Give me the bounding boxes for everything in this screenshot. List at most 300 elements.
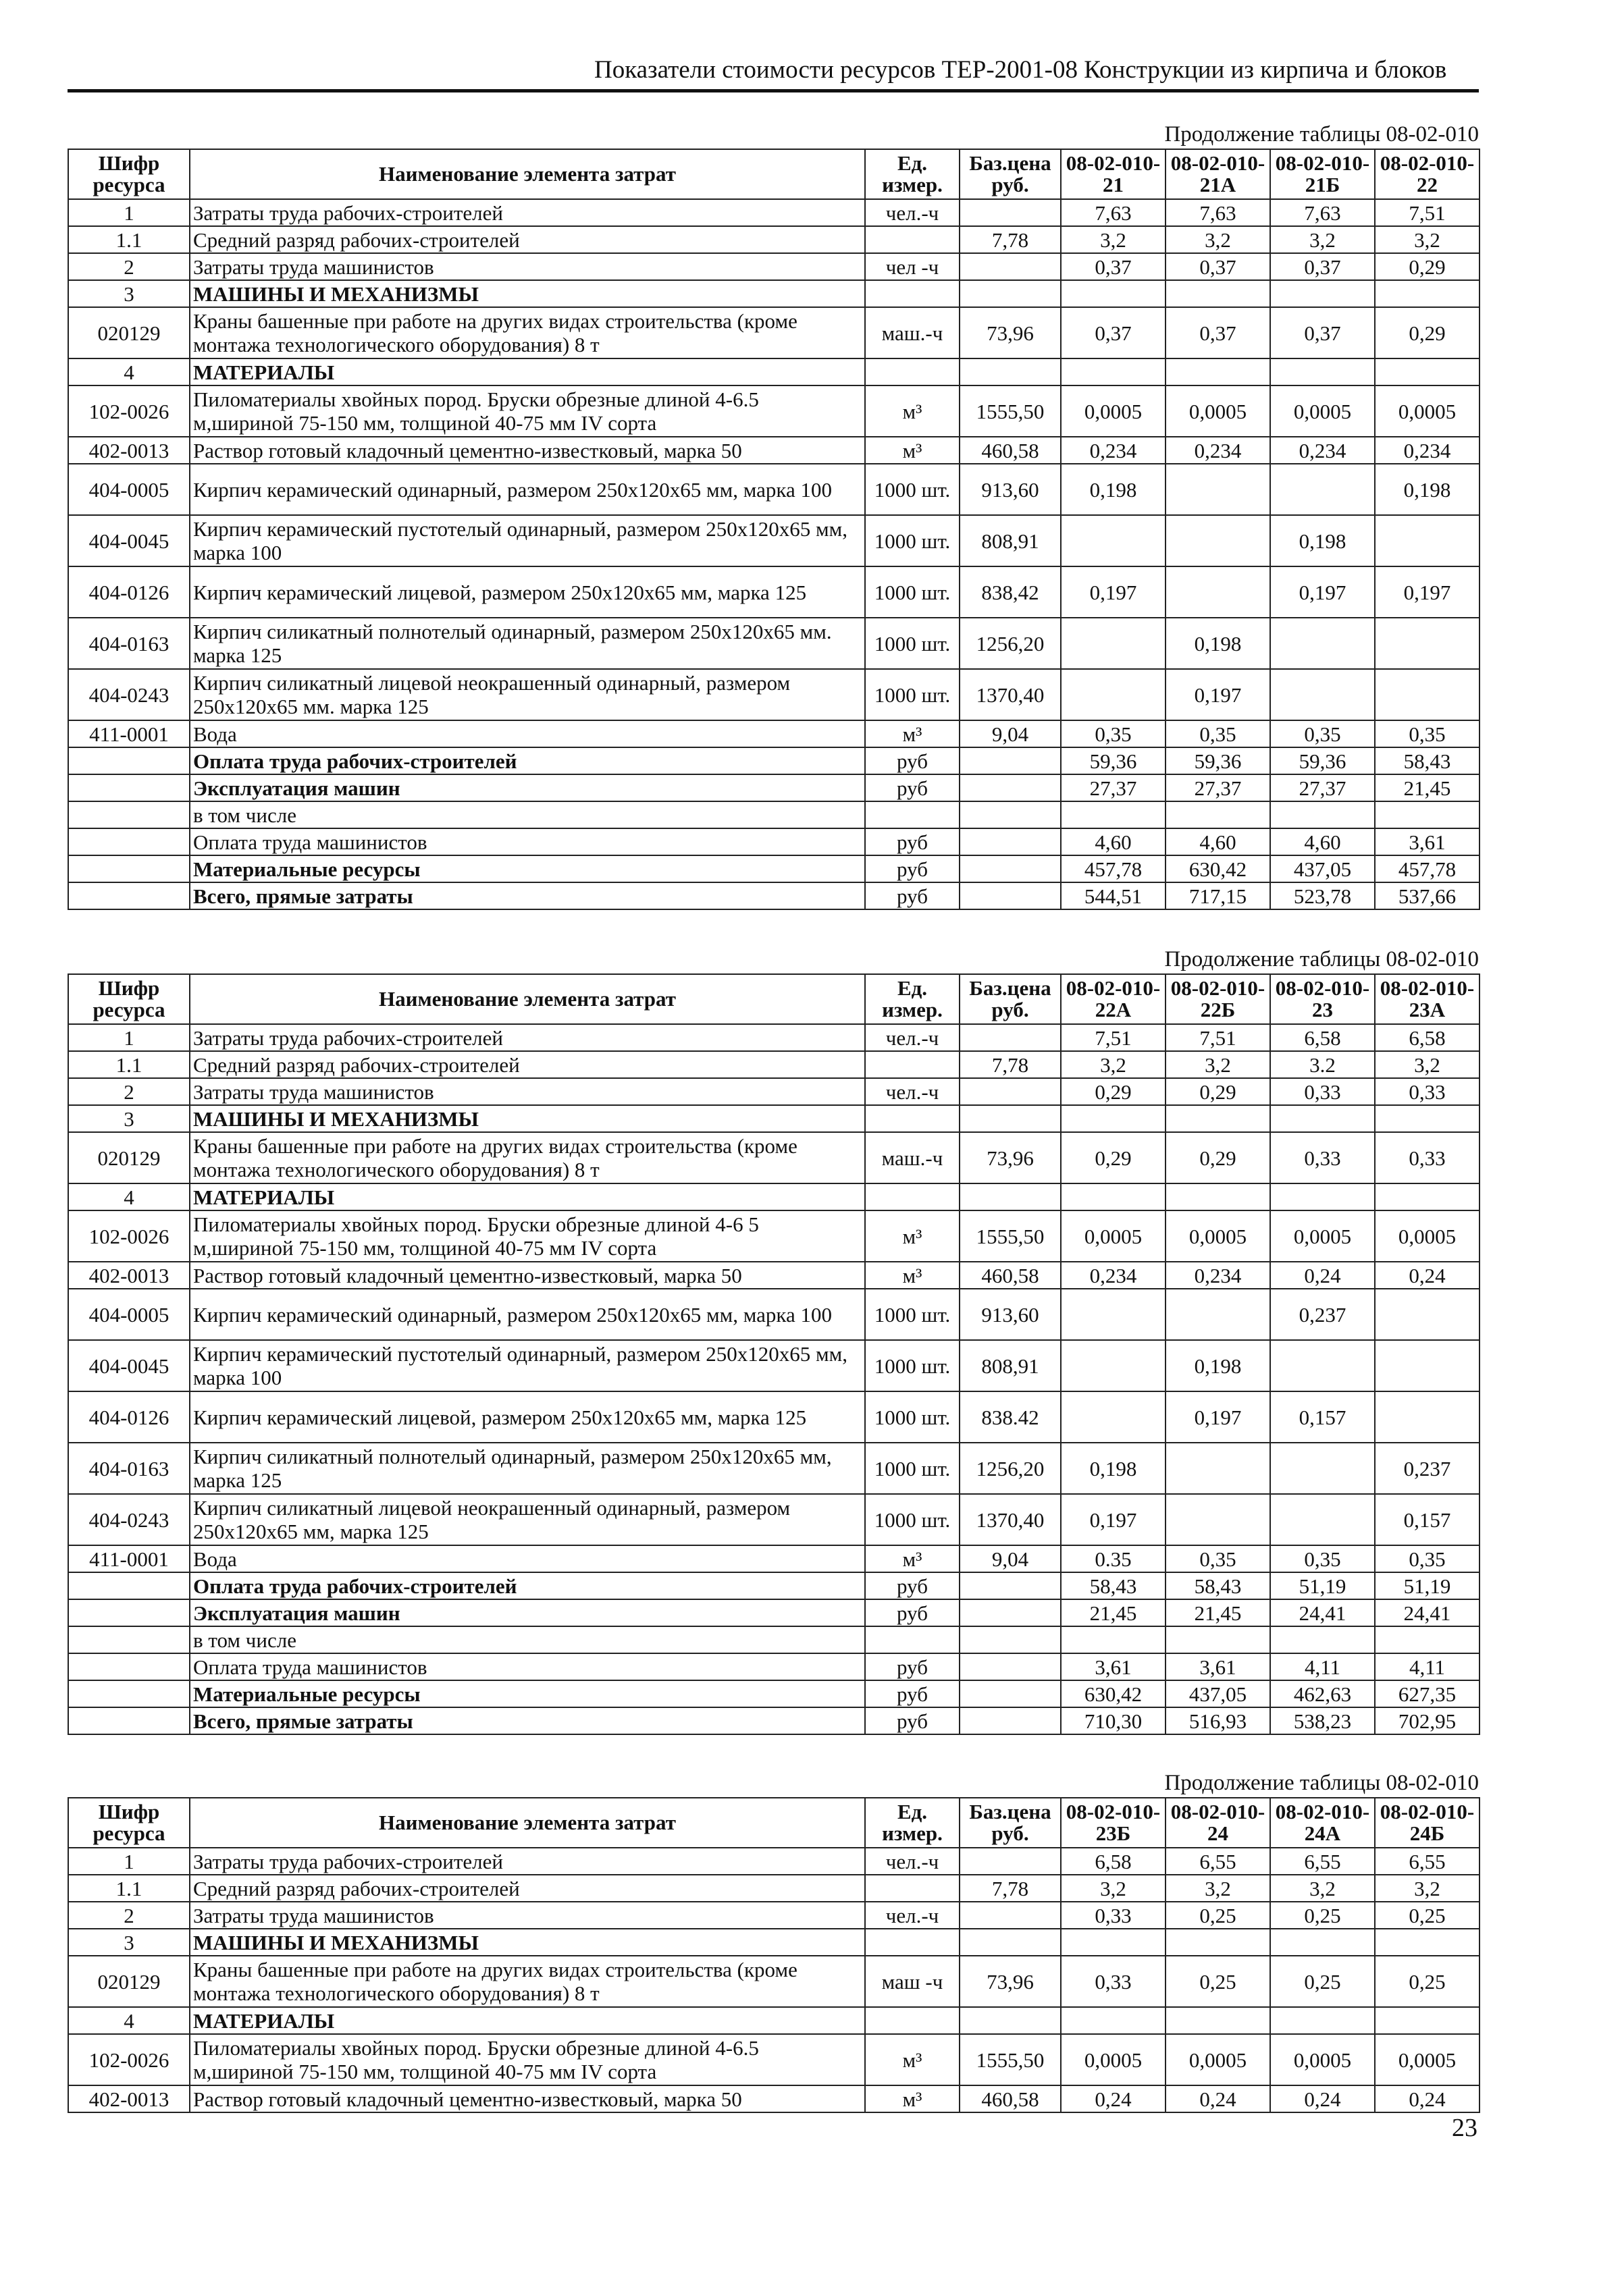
table-row [68, 1105, 1480, 1132]
value-cell: 0,29 [1061, 1132, 1166, 1183]
value-cell: 0,37 [1166, 307, 1270, 358]
value-cell: 3,2 [1061, 1051, 1166, 1078]
value-cell [1166, 2007, 1270, 2034]
unit-cell [865, 280, 960, 307]
cost-element-name-cell: МАШИНЫ И МЕХАНИЗМЫ [190, 1105, 865, 1132]
cost-element-name-cell: Раствор готовый кладочный цементно-известковый, марка 50 [190, 1262, 865, 1289]
unit-column-header: Ед. измер. [865, 974, 960, 1024]
cost-element-name-cell: Оплата труда рабочих-строителей [190, 1572, 865, 1599]
value-cell: 0,25 [1270, 1902, 1375, 1929]
base-price-cell: 1256,20 [960, 618, 1061, 669]
value-cell: 0,234 [1166, 1262, 1270, 1289]
value-cell: 437,05 [1166, 1680, 1270, 1707]
value-cell: 6,55 [1166, 1848, 1270, 1875]
value-cell: 27,37 [1061, 774, 1166, 801]
base-price-cell [960, 882, 1061, 909]
resource-code-cell: 404-0163 [68, 1443, 190, 1494]
value-cell: 3.2 [1270, 1051, 1375, 1078]
value-cell: 630,42 [1061, 1680, 1166, 1707]
page-number: 23 [1452, 2114, 1477, 2142]
value-cell: 4,11 [1270, 1653, 1375, 1680]
table-row [68, 358, 1480, 385]
value-cell: 58,43 [1061, 1572, 1166, 1599]
value-cell: 21,45 [1375, 774, 1480, 801]
unit-cell: м³ [865, 2085, 960, 2112]
unit-cell [865, 1183, 960, 1210]
table-row [68, 1391, 1480, 1443]
base-price-cell [960, 1105, 1061, 1132]
value-cell [1166, 358, 1270, 385]
value-cell: 3,2 [1166, 1875, 1270, 1902]
table-row [68, 1680, 1480, 1707]
resource-code-cell: 411-0001 [68, 1545, 190, 1572]
value-cell: 0,197 [1375, 566, 1480, 618]
resource-code-cell [68, 1572, 190, 1599]
value-cell: 630,42 [1166, 855, 1270, 882]
value-cell: 0,35 [1166, 1545, 1270, 1572]
unit-cell: 1000 шт. [865, 1391, 960, 1443]
value-cell: 0,33 [1375, 1078, 1480, 1105]
value-cell [1061, 1340, 1166, 1391]
value-cell: 0,35 [1270, 1545, 1375, 1572]
value-cell: 6,58 [1061, 1848, 1166, 1875]
resource-code-cell: 020129 [68, 1956, 190, 2007]
table-row [68, 1707, 1480, 1734]
table-row [68, 464, 1480, 515]
resource-code-cell: 4 [68, 358, 190, 385]
base-price-cell: 838,42 [960, 566, 1061, 618]
table-row [68, 385, 1480, 437]
cost-element-name-cell: Затраты труда машинистов [190, 1078, 865, 1105]
rate-column-header: 08-02-010-22 [1375, 149, 1480, 199]
table-row [68, 280, 1480, 307]
base-price-cell: 913,60 [960, 464, 1061, 515]
table-row [68, 1051, 1480, 1078]
unit-cell: 1000 шт. [865, 1443, 960, 1494]
base-price-cell: 838.42 [960, 1391, 1061, 1443]
base-price-cell [960, 253, 1061, 280]
value-cell: 0,25 [1375, 1956, 1480, 2007]
value-cell: 0,198 [1270, 515, 1375, 566]
base-price-cell [960, 1183, 1061, 1210]
value-cell: 0,197 [1061, 1494, 1166, 1545]
value-cell: 0,35 [1375, 1545, 1480, 1572]
value-cell [1375, 801, 1480, 828]
unit-cell: руб [865, 855, 960, 882]
value-cell [1166, 1105, 1270, 1132]
value-cell: 3,2 [1061, 1875, 1166, 1902]
base-price-cell [960, 199, 1061, 226]
unit-cell: 1000 шт. [865, 1494, 960, 1545]
value-cell [1061, 1626, 1166, 1653]
base-price-cell [960, 801, 1061, 828]
base-price-cell [960, 1626, 1061, 1653]
cost-element-name-cell: МАШИНЫ И МЕХАНИЗМЫ [190, 280, 865, 307]
value-cell: 0,0005 [1270, 1210, 1375, 1262]
resource-code-cell: 404-0126 [68, 1391, 190, 1443]
value-cell: 717,15 [1166, 882, 1270, 909]
base-price-cell [960, 1707, 1061, 1734]
cost-element-name-cell: Средний разряд рабочих-строителей [190, 1875, 865, 1902]
value-cell: 457,78 [1375, 855, 1480, 882]
base-price-cell: 73,96 [960, 1956, 1061, 2007]
table-row [68, 1132, 1480, 1183]
resource-cost-table [68, 973, 1480, 1735]
rate-column-header: 08-02-010-24Б [1375, 1798, 1480, 1848]
base-price-cell: 9,04 [960, 720, 1061, 747]
unit-cell: чел.-ч [865, 1848, 960, 1875]
base-price-cell: 808,91 [960, 1340, 1061, 1391]
unit-cell: руб [865, 1653, 960, 1680]
base-price-cell: 808,91 [960, 515, 1061, 566]
value-cell: 0,24 [1375, 1262, 1480, 1289]
value-cell [1270, 1626, 1375, 1653]
value-cell [1166, 280, 1270, 307]
value-cell [1270, 2007, 1375, 2034]
value-cell [1270, 1443, 1375, 1494]
cost-element-name-cell: МАТЕРИАЛЫ [190, 1183, 865, 1210]
table-row [68, 1848, 1480, 1875]
cost-element-name-cell: Материальные ресурсы [190, 1680, 865, 1707]
cost-table-1 [68, 120, 1479, 910]
cost-element-name-cell: Оплата труда рабочих-строителей [190, 747, 865, 774]
cost-element-name-cell: Краны башенные при работе на других видах строительства (кроме монтажа технологического оборудования) 8 т [190, 307, 865, 358]
value-cell: 0,0005 [1061, 2034, 1166, 2085]
cost-element-name-cell: Кирпич силикатный лицевой неокрашенный одинарный, размером 250х120х65 мм. марка 125 [190, 669, 865, 720]
resource-code-cell [68, 1626, 190, 1653]
base-price-cell [960, 1024, 1061, 1051]
base-price-cell [960, 774, 1061, 801]
value-cell: 0,29 [1375, 253, 1480, 280]
resource-code-cell [68, 1599, 190, 1626]
value-cell: 0,237 [1270, 1289, 1375, 1340]
value-cell: 544,51 [1061, 882, 1166, 909]
cost-element-name-cell: Пиломатериалы хвойных пород. Бруски обрезные длиной 4-6.5 м,шириной 75-150 мм, толщиной 40-75 мм IV сорта [190, 385, 865, 437]
rate-column-header: 08-02-010-21А [1166, 149, 1270, 199]
value-cell [1061, 1391, 1166, 1443]
value-cell [1166, 464, 1270, 515]
unit-cell: руб [865, 828, 960, 855]
value-cell: 627,35 [1375, 1680, 1480, 1707]
table-row [68, 801, 1480, 828]
value-cell: 0,197 [1166, 669, 1270, 720]
value-cell [1270, 801, 1375, 828]
base-price-cell [960, 280, 1061, 307]
table-row [68, 720, 1480, 747]
resource-code-cell: 404-0126 [68, 566, 190, 618]
value-cell: 7,63 [1270, 199, 1375, 226]
value-cell [1061, 1289, 1166, 1340]
cost-element-name-cell: Раствор готовый кладочный цементно-известковый, марка 50 [190, 437, 865, 464]
unit-cell: руб [865, 1680, 960, 1707]
value-cell: 3,2 [1166, 226, 1270, 253]
resource-code-cell: 411-0001 [68, 720, 190, 747]
resource-code-cell: 2 [68, 253, 190, 280]
unit-cell: чел.-ч [865, 1024, 960, 1051]
unit-cell: м³ [865, 1262, 960, 1289]
value-cell: 3,2 [1270, 226, 1375, 253]
cost-element-name-cell: Всего, прямые затраты [190, 882, 865, 909]
value-cell: 6,55 [1270, 1848, 1375, 1875]
resource-code-cell: 404-0163 [68, 618, 190, 669]
base-price-cell: 1256,20 [960, 1443, 1061, 1494]
price-column-header: Баз.цена руб. [960, 974, 1061, 1024]
table-row [68, 774, 1480, 801]
unit-cell [865, 358, 960, 385]
value-cell [1166, 1626, 1270, 1653]
resource-code-cell [68, 1680, 190, 1707]
cost-element-name-cell: Эксплуатация машин [190, 774, 865, 801]
resource-code-cell: 020129 [68, 1132, 190, 1183]
value-cell [1061, 669, 1166, 720]
table-row [68, 882, 1480, 909]
value-cell: 58,43 [1166, 1572, 1270, 1599]
table-row [68, 747, 1480, 774]
table-row [68, 253, 1480, 280]
resource-code-cell [68, 1707, 190, 1734]
value-cell [1375, 358, 1480, 385]
name-column-header: Наименование элемента затрат [190, 974, 865, 1024]
value-cell: 0,198 [1061, 1443, 1166, 1494]
resource-code-cell: 404-0243 [68, 1494, 190, 1545]
unit-cell: 1000 шт. [865, 1289, 960, 1340]
resource-code-cell [68, 801, 190, 828]
cost-element-name-cell: Краны башенные при работе на других видах строительства (кроме монтажа технологического оборудования) 8 т [190, 1132, 865, 1183]
table-row [68, 1289, 1480, 1340]
value-cell: 4,60 [1270, 828, 1375, 855]
value-cell [1270, 280, 1375, 307]
unit-cell: маш.-ч [865, 307, 960, 358]
cost-element-name-cell: Пиломатериалы хвойных пород. Бруски обрезные длиной 4-6 5 м,шириной 75-150 мм, толщиной 40-75 мм IV сорта [190, 1210, 865, 1262]
cost-element-name-cell: Кирпич керамический пустотелый одинарный, размером 250х120х65 мм, марка 100 [190, 1340, 865, 1391]
table-row [68, 1653, 1480, 1680]
value-cell [1375, 618, 1480, 669]
value-cell: 0,234 [1375, 437, 1480, 464]
unit-cell [865, 1105, 960, 1132]
base-price-cell [960, 747, 1061, 774]
cost-element-name-cell: Краны башенные при работе на других видах строительства (кроме монтажа технологического оборудования) 8 т [190, 1956, 865, 2007]
resource-code-cell: 404-0045 [68, 1340, 190, 1391]
value-cell: 0,0005 [1166, 385, 1270, 437]
resource-code-cell: 1.1 [68, 1875, 190, 1902]
value-cell: 4,60 [1166, 828, 1270, 855]
unit-cell: чел.-ч [865, 1078, 960, 1105]
base-price-cell: 1555,50 [960, 1210, 1061, 1262]
table-row [68, 1443, 1480, 1494]
value-cell: 58,43 [1375, 747, 1480, 774]
rate-column-header: 08-02-010-23 [1270, 974, 1375, 1024]
value-cell [1375, 515, 1480, 566]
cost-element-name-cell: Оплата труда машинистов [190, 1653, 865, 1680]
table-row [68, 515, 1480, 566]
value-cell [1375, 1289, 1480, 1340]
cost-element-name-cell: Кирпич силикатный лицевой неокрашенный одинарный, размером 250х120х65 мм, марка 125 [190, 1494, 865, 1545]
value-cell: 0,198 [1166, 618, 1270, 669]
value-cell: 702,95 [1375, 1707, 1480, 1734]
value-cell: 0,29 [1375, 307, 1480, 358]
name-column-header: Наименование элемента затрат [190, 149, 865, 199]
value-cell: 6,58 [1270, 1024, 1375, 1051]
resource-code-cell: 3 [68, 280, 190, 307]
value-cell: 0,37 [1061, 253, 1166, 280]
resource-cost-table [68, 149, 1480, 910]
value-cell: 0,198 [1061, 464, 1166, 515]
value-cell [1375, 280, 1480, 307]
base-price-cell [960, 358, 1061, 385]
unit-cell [865, 1051, 960, 1078]
value-cell: 0,29 [1061, 1078, 1166, 1105]
value-cell: 0,37 [1061, 307, 1166, 358]
table-header-row [68, 1798, 1480, 1848]
table-row [68, 226, 1480, 253]
cost-table-3 [68, 1769, 1479, 2113]
cost-element-name-cell: Затраты труда рабочих-строителей [190, 199, 865, 226]
table-continuation-label: Продолжение таблицы 08-02-010 [1164, 122, 1479, 146]
value-cell: 3,2 [1375, 1875, 1480, 1902]
value-cell: 0,35 [1270, 720, 1375, 747]
value-cell: 51,19 [1375, 1572, 1480, 1599]
table-row [68, 2007, 1480, 2034]
table-row [68, 199, 1480, 226]
page-header-title: Показатели стоимости ресурсов ТЕР-2001-08 Конструкции из кирпича и блоков [594, 56, 1447, 84]
base-price-cell: 7,78 [960, 1875, 1061, 1902]
table-row [68, 1183, 1480, 1210]
base-price-cell: 460,58 [960, 437, 1061, 464]
table-row [68, 1875, 1480, 1902]
unit-cell [865, 2007, 960, 2034]
value-cell: 4,11 [1375, 1653, 1480, 1680]
resource-code-cell: 4 [68, 2007, 190, 2034]
unit-cell: м³ [865, 1210, 960, 1262]
value-cell: 3,2 [1270, 1875, 1375, 1902]
value-cell [1061, 618, 1166, 669]
value-cell: 0,197 [1166, 1391, 1270, 1443]
resource-code-cell: 404-0045 [68, 515, 190, 566]
resource-code-cell: 2 [68, 1078, 190, 1105]
value-cell: 59,36 [1270, 747, 1375, 774]
value-cell: 0,29 [1166, 1132, 1270, 1183]
cost-element-name-cell: Вода [190, 720, 865, 747]
resource-code-cell [68, 747, 190, 774]
value-cell [1166, 1289, 1270, 1340]
table-row [68, 1262, 1480, 1289]
value-cell [1166, 801, 1270, 828]
value-cell: 0,24 [1061, 2085, 1166, 2112]
cost-element-name-cell: Раствор готовый кладочный цементно-известковый, марка 50 [190, 2085, 865, 2112]
cost-element-name-cell: Кирпич керамический одинарный, размером 250х120х65 мм, марка 100 [190, 1289, 865, 1340]
unit-cell: м³ [865, 1545, 960, 1572]
value-cell: 3,2 [1375, 1051, 1480, 1078]
value-cell [1270, 464, 1375, 515]
cost-element-name-cell: Затраты труда рабочих-строителей [190, 1024, 865, 1051]
unit-cell: 1000 шт. [865, 515, 960, 566]
unit-cell [865, 1929, 960, 1956]
base-price-cell: 1555,50 [960, 2034, 1061, 2085]
base-price-cell: 913,60 [960, 1289, 1061, 1340]
value-cell: 0,0005 [1375, 1210, 1480, 1262]
unit-column-header: Ед. измер. [865, 149, 960, 199]
table-continuation-label: Продолжение таблицы 08-02-010 [1164, 947, 1479, 971]
value-cell: 0,35 [1375, 720, 1480, 747]
resource-cost-table [68, 1797, 1480, 2113]
value-cell: 0,25 [1166, 1956, 1270, 2007]
base-price-cell: 1370,40 [960, 669, 1061, 720]
value-cell: 0,33 [1061, 1902, 1166, 1929]
value-cell: 0,237 [1375, 1443, 1480, 1494]
cost-element-name-cell: Затраты труда машинистов [190, 253, 865, 280]
resource-code-cell: 1.1 [68, 1051, 190, 1078]
value-cell: 0,35 [1061, 720, 1166, 747]
base-price-cell [960, 1078, 1061, 1105]
base-price-cell: 460,58 [960, 2085, 1061, 2112]
value-cell: 0,198 [1166, 1340, 1270, 1391]
value-cell [1061, 358, 1166, 385]
unit-cell: чел.-ч [865, 1902, 960, 1929]
value-cell [1375, 669, 1480, 720]
cost-element-name-cell: Пиломатериалы хвойных пород. Бруски обрезные длиной 4-6.5 м,шириной 75-150 мм, толщиной 40-75 мм IV сорта [190, 2034, 865, 2085]
value-cell: 0,197 [1061, 566, 1166, 618]
value-cell: 3,61 [1061, 1653, 1166, 1680]
value-cell [1270, 1929, 1375, 1956]
table-row [68, 669, 1480, 720]
resource-code-cell: 1 [68, 199, 190, 226]
value-cell: 51,19 [1270, 1572, 1375, 1599]
value-cell: 7,51 [1166, 1024, 1270, 1051]
resource-code-cell: 2 [68, 1902, 190, 1929]
base-price-cell [960, 1572, 1061, 1599]
value-cell: 7,63 [1166, 199, 1270, 226]
unit-cell: 1000 шт. [865, 618, 960, 669]
value-cell: 0,37 [1270, 253, 1375, 280]
resource-code-cell: 1 [68, 1024, 190, 1051]
unit-cell: чел.-ч [865, 199, 960, 226]
value-cell [1061, 2007, 1166, 2034]
cost-element-name-cell: Средний разряд рабочих-строителей [190, 226, 865, 253]
cost-element-name-cell: Кирпич керамический пустотелый одинарный, размером 250х120х65 мм, марка 100 [190, 515, 865, 566]
value-cell: 0,0005 [1375, 385, 1480, 437]
value-cell: 0,234 [1270, 437, 1375, 464]
name-column-header: Наименование элемента затрат [190, 1798, 865, 1848]
value-cell [1166, 1183, 1270, 1210]
value-cell: 0,0005 [1270, 2034, 1375, 2085]
resource-code-cell: 102-0026 [68, 385, 190, 437]
value-cell: 0,24 [1270, 2085, 1375, 2112]
resource-code-cell: 102-0026 [68, 1210, 190, 1262]
rate-column-header: 08-02-010-22Б [1166, 974, 1270, 1024]
resource-code-cell: 020129 [68, 307, 190, 358]
value-cell: 7,63 [1061, 199, 1166, 226]
value-cell: 0,197 [1270, 566, 1375, 618]
resource-code-cell: 3 [68, 1105, 190, 1132]
base-price-cell: 73,96 [960, 307, 1061, 358]
base-price-cell [960, 855, 1061, 882]
code-column-header: Шифр ресурса [68, 974, 190, 1024]
unit-cell: чел -ч [865, 253, 960, 280]
value-cell: 0,0005 [1061, 385, 1166, 437]
unit-cell: руб [865, 747, 960, 774]
value-cell: 0,24 [1375, 2085, 1480, 2112]
unit-cell: 1000 шт. [865, 669, 960, 720]
base-price-cell: 9,04 [960, 1545, 1061, 1572]
unit-cell [865, 1875, 960, 1902]
unit-cell: м³ [865, 2034, 960, 2085]
unit-column-header: Ед. измер. [865, 1798, 960, 1848]
resource-code-cell [68, 882, 190, 909]
value-cell: 0,33 [1270, 1132, 1375, 1183]
value-cell: 538,23 [1270, 1707, 1375, 1734]
value-cell: 0,24 [1166, 2085, 1270, 2112]
value-cell: 462,63 [1270, 1680, 1375, 1707]
